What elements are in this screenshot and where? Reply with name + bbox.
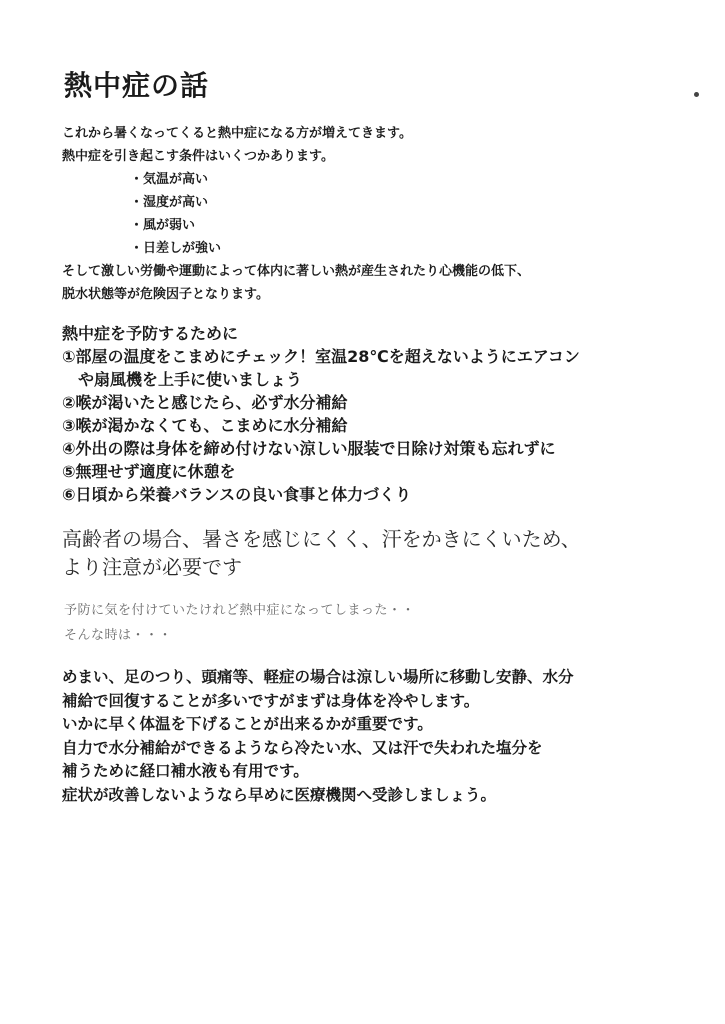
note-section [64, 598, 415, 648]
note-line: 予防に気を付けていたけれど熱中症になってしまった・・ [64, 603, 416, 618]
treatment-line: 補うために経口補水液も有用です。 [62, 762, 309, 780]
prevention-heading: 熱中症を予防するために [62, 324, 239, 343]
prevention-item: ⑤無理せず適度に休憩を [62, 462, 236, 481]
prevention-item: ①部屋の温度をこまめにチェック！室温28℃を超えないようにエアコン [62, 347, 580, 366]
risk-line: そして激しい労働や運動によって体内に著しい熱が産生されたり心機能の低下、 [62, 264, 531, 279]
treatment-line: いかに早く体温を下げることが出来るかが重要です。 [62, 715, 433, 733]
treatment-line: 補給で回復することが多いですがまずは身体を冷やします。 [62, 691, 480, 710]
scan-speck [694, 92, 699, 97]
elderly-section [62, 525, 581, 581]
prevention-section [62, 322, 580, 506]
elderly-line: 高齢者の場合、暑さを感じにくく、汗をかきにくいため、 [62, 527, 581, 551]
prevention-item: や扇風機を上手に使いましょう [78, 370, 303, 389]
risk-line: 脱水状態等が危険因子となります。 [62, 287, 269, 302]
condition-item: ・気温が高い [130, 172, 209, 187]
treatment-line: 症状が改善しないようなら早めに医療機関へ受診しましょう。 [62, 785, 497, 804]
note-line: そんな時は・・・ [64, 628, 173, 643]
condition-item: ・風が弱い [130, 218, 196, 233]
condition-item: ・日差しが強い [130, 241, 222, 256]
prevention-item: ③喉が渇かなくても、こまめに水分補給 [62, 416, 348, 435]
treatment-line: めまい、足のつり、頭痛等、軽症の場合は涼しい場所に移動し安静、水分 [62, 668, 574, 686]
intro-section [62, 122, 530, 306]
condition-item: ・湿度が高い [130, 195, 209, 210]
page-title: 熱中症の話 [64, 69, 210, 102]
intro-line: 熱中症を引き起こす条件はいくつかあります。 [62, 149, 334, 164]
intro-line: これから暑くなってくると熱中症になる方が増えてきます。 [62, 126, 412, 141]
prevention-item: ②喉が渇いたと感じたら、必ず水分補給 [62, 393, 348, 412]
elderly-line: より注意が必要です [62, 555, 242, 579]
prevention-item: ⑥日頃から栄養バランスの良い食事と体力づくり [62, 485, 412, 504]
prevention-item: ④外出の際は身体を締め付けない涼しい服装で日除け対策も忘れずに [62, 439, 556, 458]
treatment-line: 自力で水分補給ができるようなら冷たい水、又は汗で失われた塩分を [62, 738, 543, 757]
treatment-section [62, 666, 574, 807]
